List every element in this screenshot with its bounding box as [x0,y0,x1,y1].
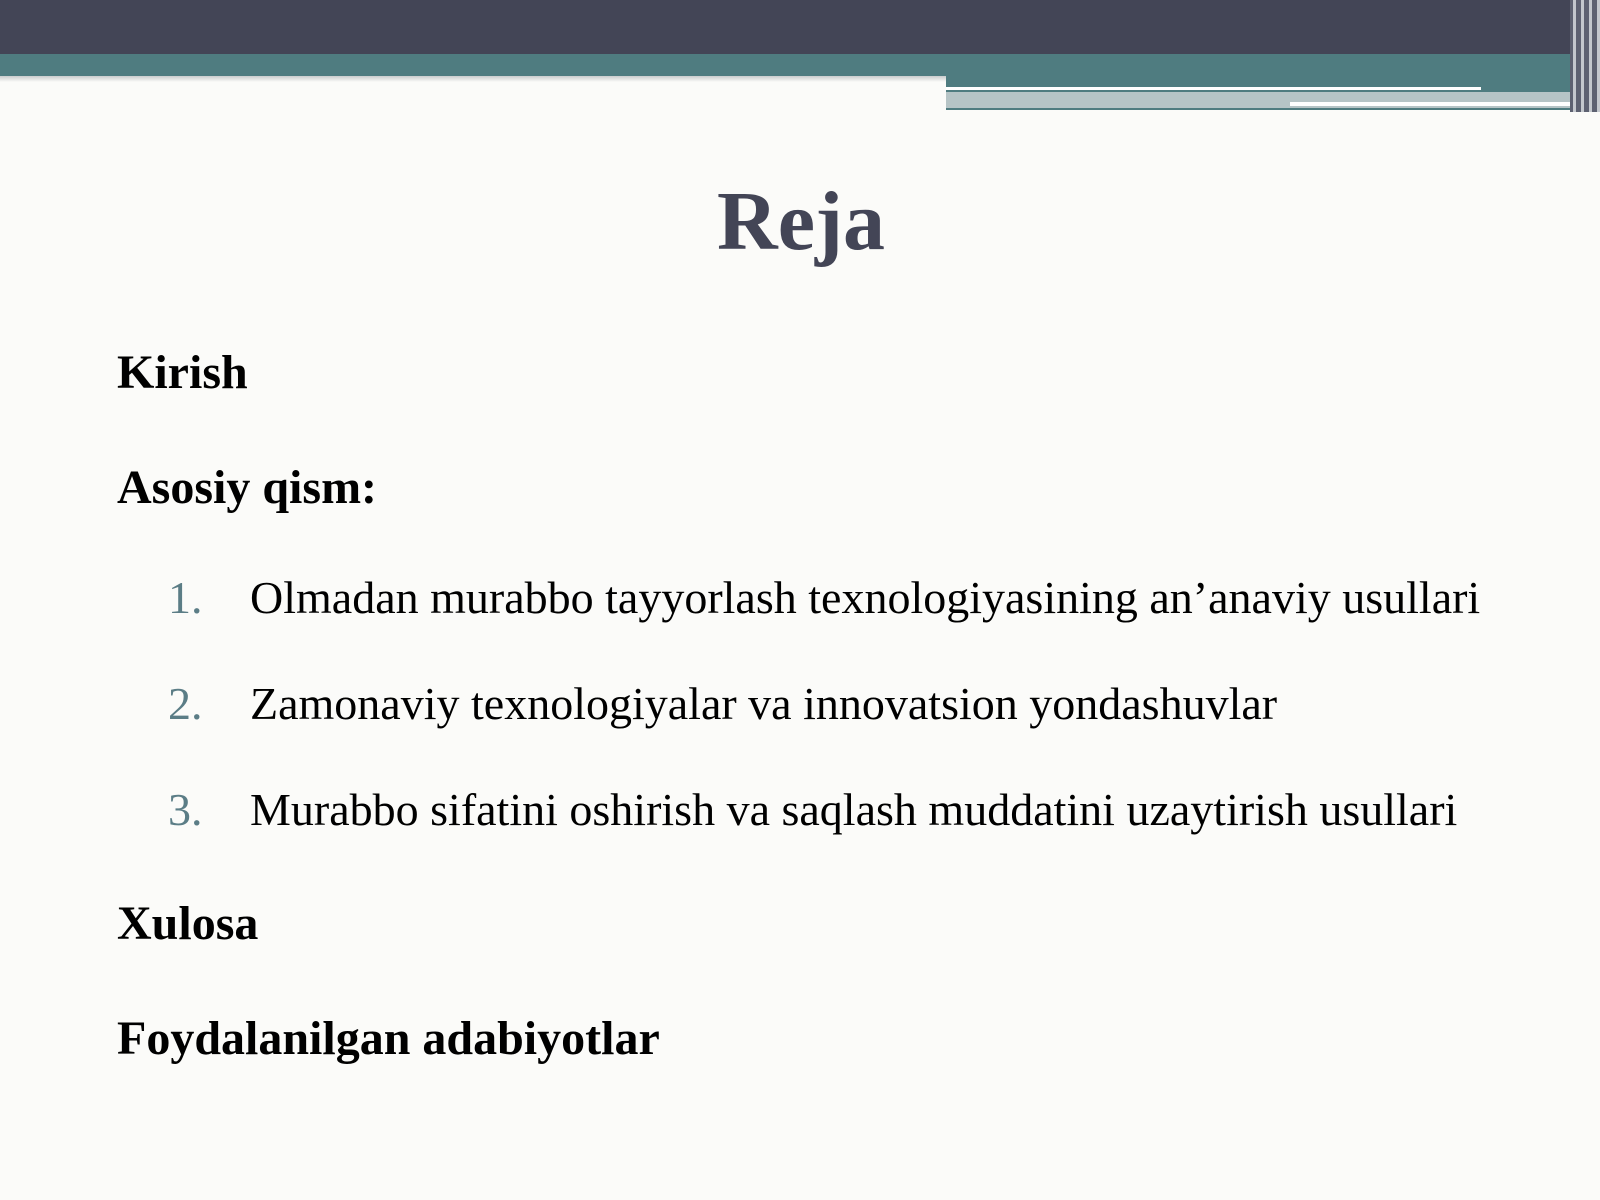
slide-title: Reja [717,175,885,268]
header-accent-line [946,87,1481,90]
header-bar-teal [0,54,1600,76]
heading-intro: Kirish [117,346,248,399]
list-item [0,782,1600,838]
list-item-number: 2. [168,678,203,729]
list-item-number: 3. [168,784,203,835]
list-item [0,570,1600,626]
heading-references: Foydalanilgan adabiyotlar [117,1012,660,1065]
list-item-number: 1. [168,572,203,623]
heading-main-part: Asosiy qism: [117,461,378,514]
heading-conclusion: Xulosa [117,897,259,950]
list-item-text: Murabbo sifatini oshirish va saqlash muddatini uzaytirish usullari [250,784,1458,835]
header-bar-shadow [0,76,946,82]
list-item-text: Olmadan murabbo tayyorlash texnologiyasining an’anaviy usullari [250,572,1481,623]
header-bar-dark [0,0,1600,54]
header-accent-line [1290,102,1571,106]
list-item-text: Zamonaviy texnologiyalar va innovatsion yondashuvlar [250,678,1278,729]
list-item [0,676,1600,732]
header-edge-stripes [1570,0,1600,112]
